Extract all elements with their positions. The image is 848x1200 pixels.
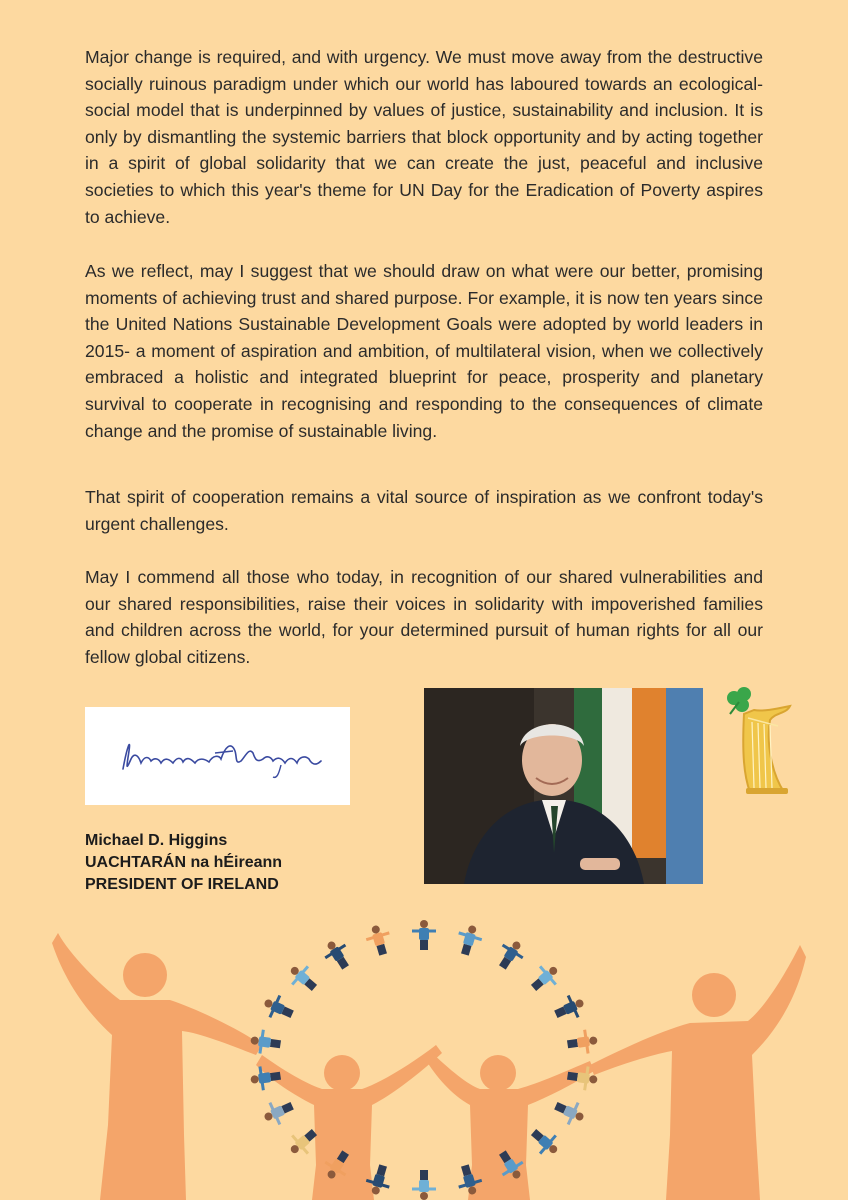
ring-person xyxy=(551,1095,588,1129)
ring-person xyxy=(453,922,484,958)
ring-person xyxy=(319,936,355,974)
people-in-circle-illustration xyxy=(0,905,848,1200)
ring-person xyxy=(260,991,297,1025)
silhouette-left xyxy=(52,933,262,1200)
signature-icon xyxy=(85,707,350,805)
ring-person xyxy=(551,991,588,1025)
ring-person xyxy=(566,1028,599,1056)
paragraph-2 xyxy=(85,258,763,444)
signatory-title-irish: UACHTARÁN na hÉireann xyxy=(85,854,283,871)
paragraph-4 xyxy=(85,564,763,670)
signatory-name: Michael D. Higgins xyxy=(85,832,228,849)
ring-person xyxy=(526,1123,564,1161)
ring-person xyxy=(526,959,564,997)
ring-person xyxy=(260,1095,297,1129)
paragraph-2-text: As we reflect, may I suggest that we should draw on what were our better, promising moments of achieving trust and shared purpose. For example, it is now ten years since the United Nations Sustainable Development Goals were adopted by world leaders in 2015- a moment of aspiration and ambition, of multilateral vision, when we collectively embraced a holistic and integrated blueprint for peace, prosperity and planetary survival to cooperate in recognising and responding to the consequences of climate change and the promise of sustainable living. xyxy=(85,261,763,441)
ring-person xyxy=(284,959,322,997)
signature-image xyxy=(85,707,350,805)
shamrock-icon xyxy=(727,687,751,714)
paragraph-4-text: May I commend all those who today, in recognition of our shared vulnerabilities and our shared responsibilities, raise their voices in solidarity with impoverished families and children across the world, for your determined pursuit of human rights for all our fellow global citizens. xyxy=(85,567,763,667)
paragraph-3-text: That spirit of cooperation remains a vital source of inspiration as we confront today's urgent challenges. xyxy=(85,487,763,534)
ring-person xyxy=(363,922,394,958)
ring-person xyxy=(412,920,436,950)
ring-person xyxy=(492,936,528,974)
ring-person xyxy=(412,1170,436,1200)
paragraph-3 xyxy=(85,484,763,537)
paragraph-1 xyxy=(85,44,763,230)
signatory-title-english: PRESIDENT OF IRELAND xyxy=(85,876,279,893)
paragraph-1-text: Major change is required, and with urgency. We must move away from the destructive socially ruinous paradigm under which our world has laboured towards an ecological- social model that is underpinned by values of justice, sustainability and inclusion. It is only by dismantling the systemic barriers that block opportunity and by acting together in a spirit of global solidarity that we can create the just, peaceful and inclusive societies to which this year's theme for UN Day for the Eradication of Poverty aspires to achieve. xyxy=(85,47,763,227)
silhouette-right xyxy=(590,945,806,1200)
signatory-block xyxy=(85,830,282,896)
harp-with-shamrock-icon xyxy=(720,684,800,796)
portrait-photo xyxy=(424,688,703,884)
